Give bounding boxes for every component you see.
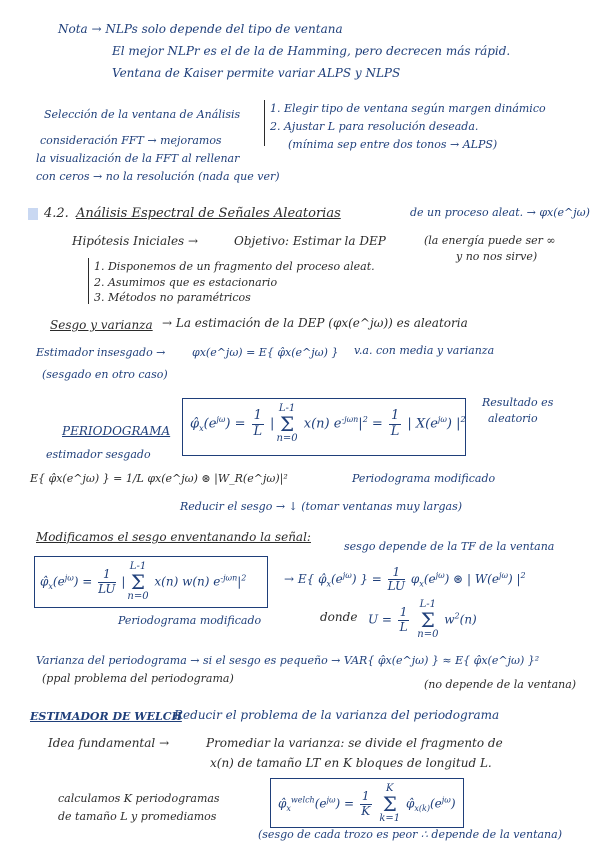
- section-annotation: de un proceso aleat. → φx(e^jω): [410, 206, 590, 219]
- periodograma-modificado-note: Periodograma modificado: [352, 472, 496, 485]
- hipotesis-note-2: y no nos sirve): [456, 250, 538, 263]
- hipotesis-divider: [88, 258, 89, 304]
- seleccion-step-1: 1. Elegir tipo de ventana según margen dinámico: [270, 102, 546, 115]
- seleccion-step-3: (mínima sep entre dos tonos → ALPS): [288, 138, 498, 151]
- resultado-line-1: Resultado es: [482, 396, 554, 409]
- sesgo-text: → La estimación de la DEP (φx(e^jω)) es aleatoria: [162, 316, 468, 330]
- estimador-formula: φx(e^jω) = E{ φ̂x(e^jω) }: [192, 346, 339, 359]
- seleccion-divider: [264, 100, 265, 146]
- welch-idea-label: Idea fundamental →: [48, 736, 170, 750]
- hipotesis-item-2: 2. Asumimos que es estacionario: [94, 276, 278, 289]
- modificado-formula: $\varphî_x(e^{j\omega})$ = $\frac{1}{LU}$ |L-1 Σ n=0 x(n) w(n) $e^{-j\omega n}|^2$: [40, 561, 247, 602]
- section-marker: [28, 208, 38, 220]
- section-title: Análisis Espectral de Señales Aleatorias: [76, 206, 341, 221]
- welch-idea-line-2: x(n) de tamaño LT en K bloques de longitud L.: [210, 756, 492, 770]
- welch-title: ESTIMADOR DE WELCH: [30, 710, 182, 723]
- resultado-line-2: aleatorio: [488, 412, 538, 425]
- periodograma-formula: $\varphî_x(e^{j\omega})$ = $\frac{1}{L}$ |L-1 Σ n=0 x(n) $e^{-j\omega n}|^2$ = $\frac{1}{L}$ | $X(e^{j\omega})$ $|^2$: [190, 403, 466, 444]
- sesgo-title: Sesgo y varianza: [50, 318, 153, 332]
- welch-idea-line-1: Promediar la varianza: se divide el fragmento de: [206, 736, 503, 750]
- section-number: 4.2.: [44, 206, 69, 221]
- welch-footer: (sesgo de cada trozo es peor ∴ depende de la ventana): [258, 828, 562, 841]
- hipotesis-label: Hipótesis Iniciales →: [72, 234, 199, 248]
- note-line-3: Ventana de Kaiser permite variar ALPS y NLPS: [112, 66, 401, 80]
- varianza-nodepende: (no depende de la ventana): [424, 678, 577, 691]
- donde-label: donde: [320, 610, 358, 624]
- hipotesis-note-1: (la energía puede ser ∞: [424, 234, 556, 247]
- sesgo-ventana-note: sesgo depende de la TF de la ventana: [344, 540, 555, 553]
- seleccion-line-2: consideración FFT → mejoramos: [40, 134, 222, 147]
- modificado-label: Periodograma modificado: [118, 614, 262, 627]
- welch-formula: $\varphî_x^{welch}(e^{j\omega})$ = $\frac{1}{K}$ K Σ k=1 $\varphî_{x(k)}(e^{j\omega})$: [278, 783, 456, 824]
- periodograma-expectation: E{ φ̂x(e^jω) } = 1/L φx(e^jω) ⊛ |W_R(e^jω)|²: [30, 472, 288, 485]
- welch-calc-line-1: calculamos K periodogramas: [58, 792, 220, 805]
- estimador-insesgado: Estimador insesgado →: [36, 346, 166, 359]
- hipotesis-item-3: 3. Métodos no paramétricos: [94, 291, 251, 304]
- seleccion-title: Selección de la ventana de Análisis: [44, 108, 241, 121]
- seleccion-line-3: la visualización de la FFT al rellenar: [36, 152, 240, 165]
- va-note: v.a. con media y varianza: [354, 344, 495, 357]
- estimador-sesgado-note: (sesgado en otro caso): [42, 368, 168, 381]
- reducir-sesgo: Reducir el sesgo → ↓ (tomar ventanas muy largas): [180, 500, 463, 513]
- welch-subtitle: Reducir el problema de la varianza del periodograma: [174, 708, 500, 722]
- modificamos-text: Modificamos el sesgo enventanando la señal:: [36, 530, 311, 544]
- varianza-ppal: (ppal problema del periodograma): [42, 672, 234, 685]
- hipotesis-item-1: 1. Disponemos de un fragmento del proceso aleat.: [94, 260, 375, 273]
- hipotesis-objective: Objetivo: Estimar la DEP: [234, 234, 386, 248]
- periodograma-title: PERIODOGRAMA: [62, 424, 171, 438]
- note-line-2: El mejor NLPr es el de la de Hamming, pero decrecen más rápid.: [112, 44, 511, 58]
- estimador-sesgado: estimador sesgado: [46, 448, 151, 461]
- seleccion-line-4: con ceros → no la resolución (nada que ver): [36, 170, 280, 183]
- welch-calc-line-2: de tamaño L y promediamos: [58, 810, 217, 823]
- varianza-text: Varianza del periodograma → si el sesgo es pequeño → VAR{ φ̂x(e^jω) } ≈ E{ φ̂x(e^jω) }²: [36, 654, 540, 667]
- seleccion-step-2: 2. Ajustar L para resolución deseada.: [270, 120, 479, 133]
- note-line-1: Nota → NLPs solo depende del tipo de ventana: [58, 22, 343, 36]
- modificado-expectation: → E{ $\varphî_x(e^{j\omega})$ } = $\frac{1}{LU}$ $\varphi_x(e^{j\omega})$ ⊛ | $W(e^{j\omega})$ $|^2$: [284, 565, 526, 594]
- u-definition: U = $\frac{1}{L}$ L-1 Σ n=0 $w^2(n)$: [368, 599, 477, 640]
